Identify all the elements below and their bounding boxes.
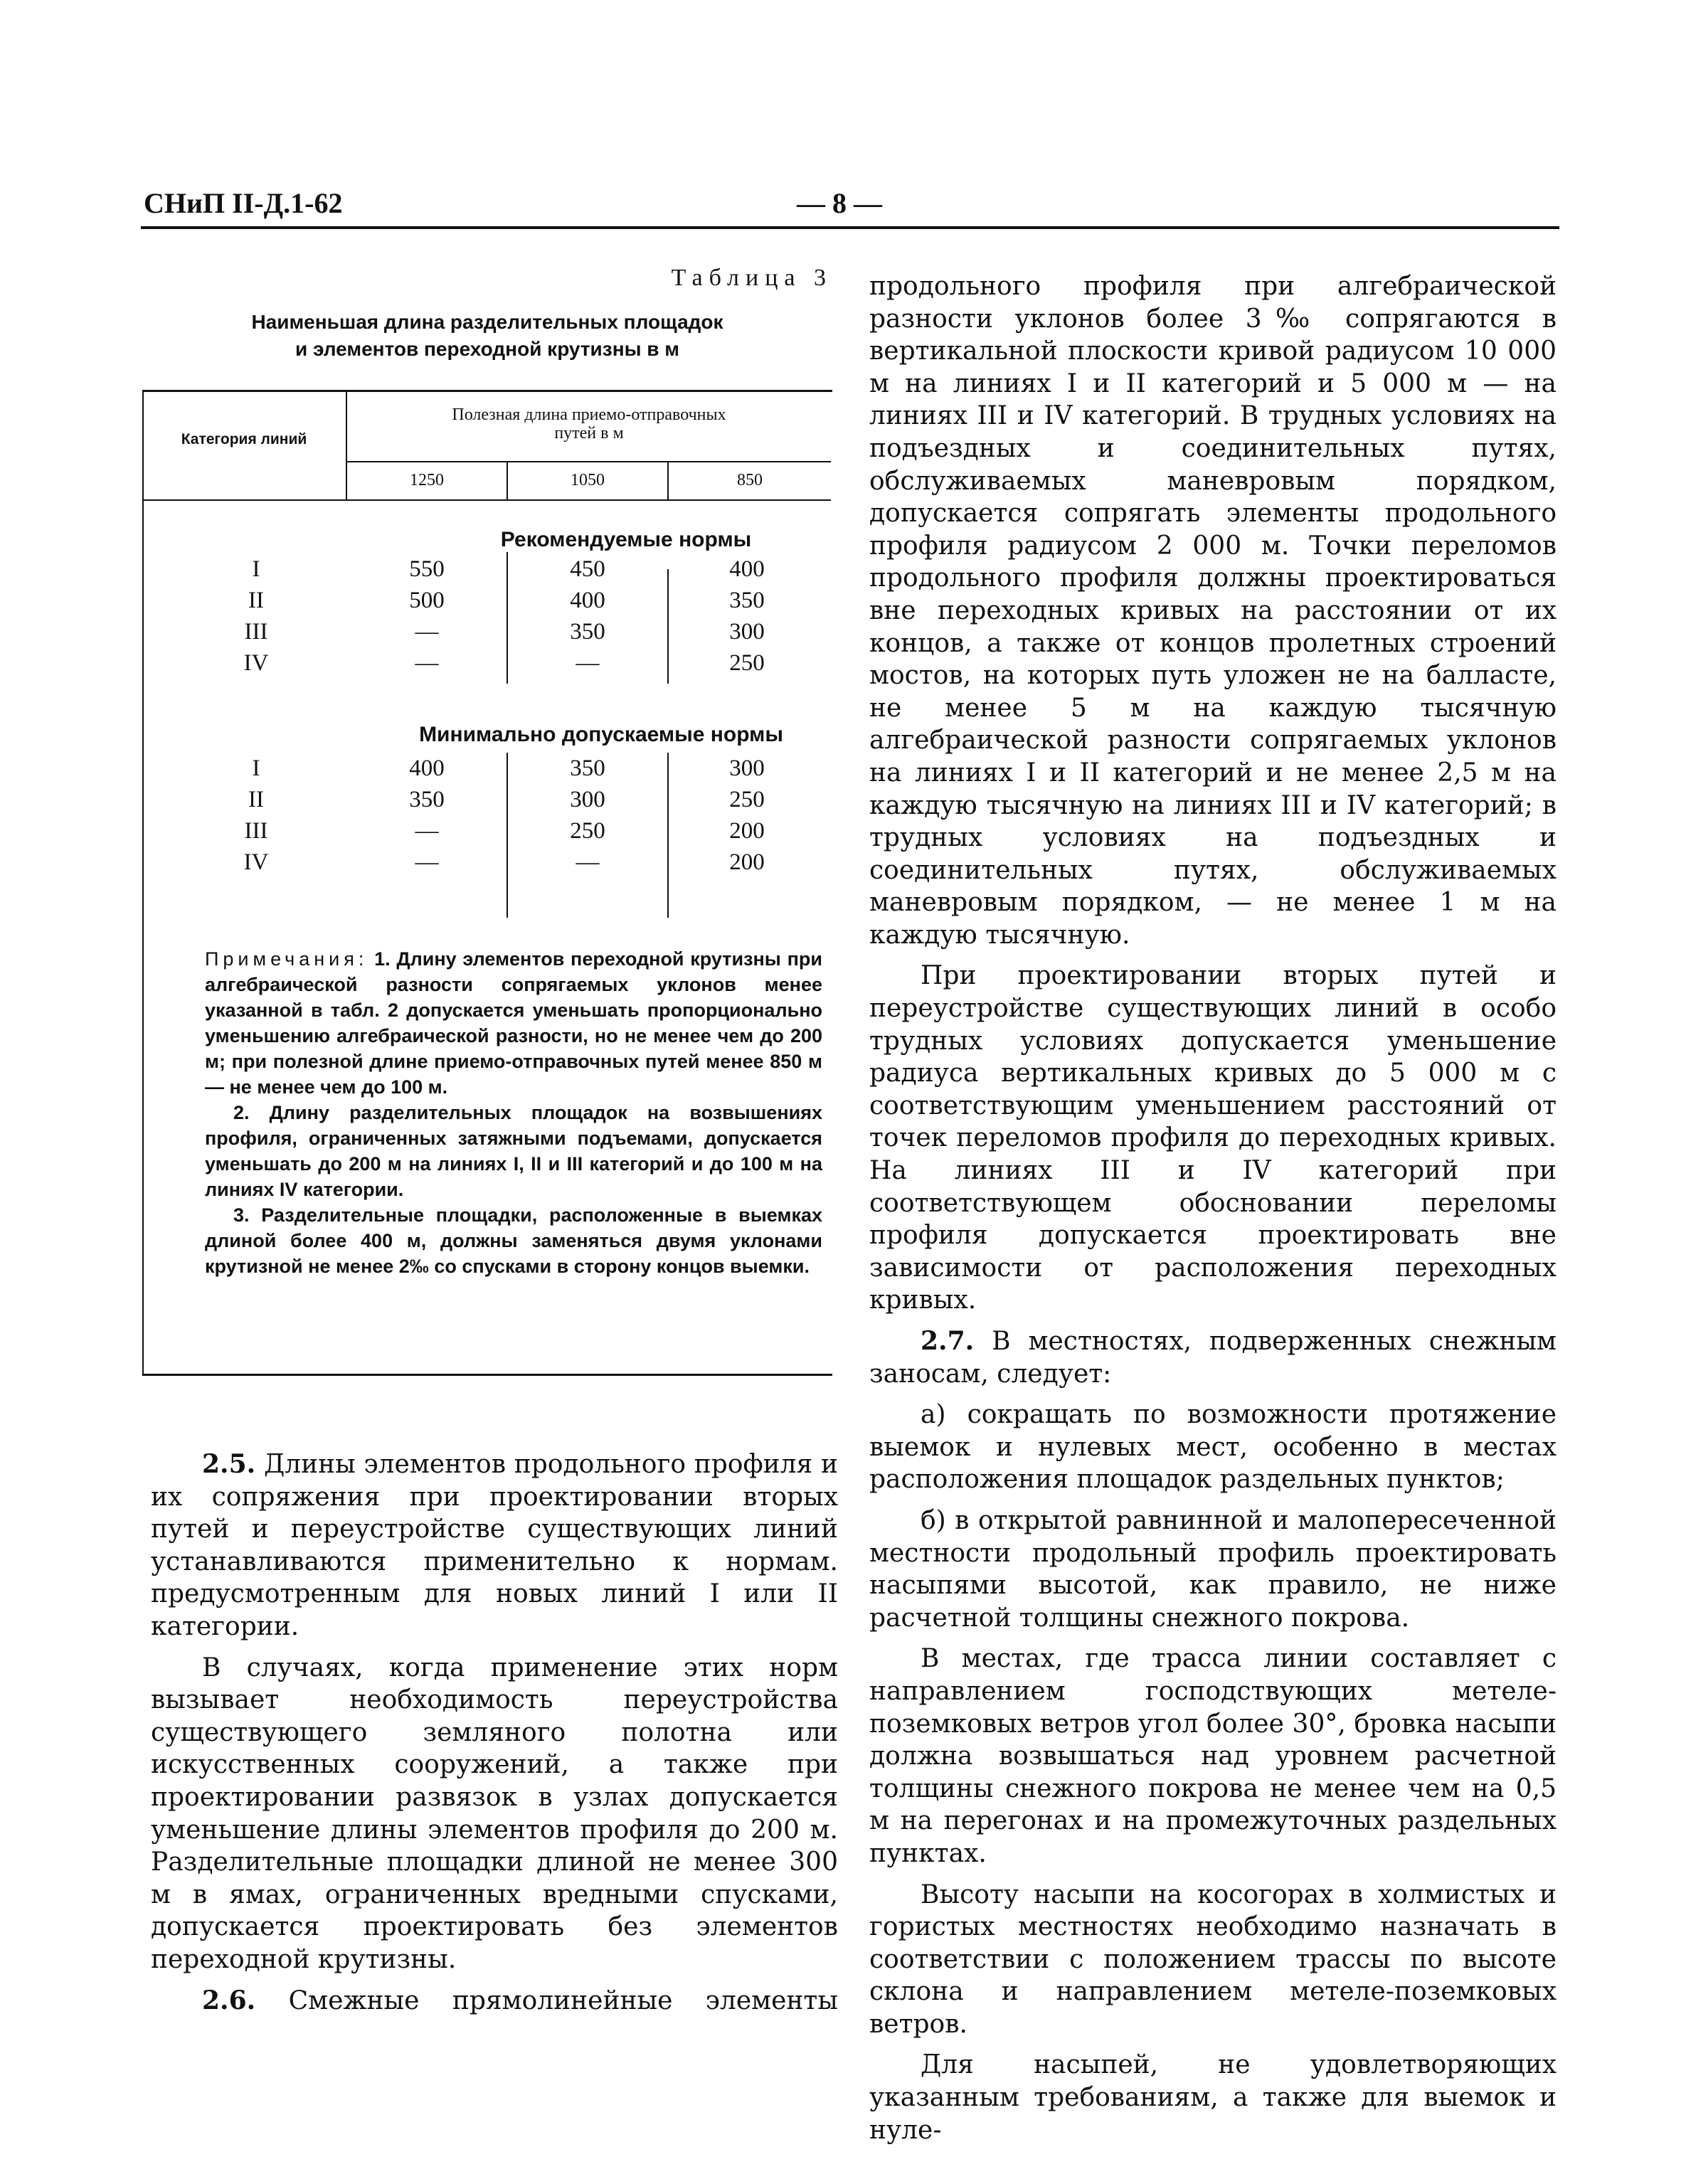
paragraph: Для насыпей, не удовлетворяющих указанным требованиям, а также для выемок и нуле- bbox=[869, 2050, 1557, 2145]
table-note-1 bbox=[205, 946, 822, 1100]
paragraph-text: Смежные прямолинейные элементы bbox=[288, 1986, 838, 2015]
table-title bbox=[142, 309, 832, 363]
paragraph: В местах, где трасса линии составляет с направлением господствующих метеле-поземковых ветров угол более 30°, бровка насыпи должна возвышаться над уровнем расчетной толщины снежного покрова не менее чем на 0,5 м на перегонах и на промежуточных раздельных пунктах. bbox=[869, 1644, 1557, 1868]
table-cell-value: — bbox=[576, 849, 600, 875]
clause-number: 2.5. bbox=[202, 1449, 256, 1479]
paragraph-2-6-continued: продольного профиля при алгебраической разности уклонов более 3‰ сопрягаются в вертикальной плоскости кривой радиусом 10 000 м на линиях I и II категорий и 5 000 м — на линиях III и IV категорий. В трудных условиях на подъездных и соединительных путях, обслуживаемых маневровым порядком, допускается сопрягать элементы продольного профиля радиусом 2 000 м. Точки переломов продольного профиля должны проектироваться вне переходных кривых на расстоянии от их концов, а также от концов пролетных строений мостов, на которых путь уложен не на балласте, не менее 5 м на каждую тысячную алгебраической разности сопрягаемых уклонов на линиях I и II категорий и не менее 2,5 м на каждую тысячную на линиях III и IV категорий; в трудных условиях на подъездных и соединительных путях, обслуживаемых маневровым порядком, — не менее 1 м на каждую тысячную. bbox=[869, 272, 1557, 950]
table-title-line1: Наименьшая длина разделительных площадок bbox=[251, 311, 723, 333]
left-text-column bbox=[151, 1448, 838, 2025]
table-cell-category: IV bbox=[243, 849, 269, 875]
table-cell-value: — bbox=[415, 650, 439, 676]
table-cell-value: 400 bbox=[570, 588, 605, 613]
table-cell-value: — bbox=[415, 849, 439, 875]
document-code: СНиП II-Д.1-62 bbox=[144, 187, 343, 219]
paragraph-2-5 bbox=[151, 1448, 838, 1643]
table-header-group-line1: Полезная длина приемо-отправочных bbox=[452, 405, 726, 424]
table-section-title: Минимально допускаемые нормы bbox=[419, 723, 783, 746]
table-cell-value: — bbox=[415, 818, 439, 844]
table-cell-category: III bbox=[244, 818, 268, 844]
clause-number: 2.7. bbox=[921, 1326, 975, 1356]
clause-number: 2.6. bbox=[202, 1985, 256, 2015]
table-vline-body1a bbox=[507, 552, 508, 684]
table-cell-value: 550 bbox=[409, 556, 445, 582]
table-cell-value: 300 bbox=[729, 756, 765, 781]
table-cell-value: 300 bbox=[729, 619, 765, 645]
table-cell-value: 400 bbox=[729, 556, 765, 582]
table-cell-category: II bbox=[248, 787, 264, 812]
table-cell-category: II bbox=[248, 588, 264, 613]
table-notes bbox=[205, 946, 822, 1279]
page-number: — 8 — bbox=[797, 187, 882, 219]
table-cell-category: IV bbox=[243, 650, 269, 676]
table-cell-value: 250 bbox=[729, 650, 765, 676]
table-header-group-line2: путей в м bbox=[554, 424, 624, 442]
table-cell-value: 350 bbox=[570, 619, 605, 645]
table-cell-value: 300 bbox=[570, 787, 605, 812]
paragraph-text: В местностях, подверженных снежным заносам, следует: bbox=[869, 1327, 1557, 1389]
table-vline-body2b bbox=[667, 753, 669, 918]
paragraph: Высоту насыпи на косогорах в холмистых и гористых местностях необходимо назначать в соответствии с положением трассы по высоте склона и направлением метеле-поземковых ветров. bbox=[869, 1880, 1557, 2039]
table-cell-value: — bbox=[415, 619, 439, 645]
table-cell-value: 200 bbox=[729, 849, 765, 875]
table-note-2: 2. Длину разделительных площадок на возвышениях профиля, ограниченных затяжными подъемами, допускается уменьшать до 200 м на линиях I, II и III категорий и до 100 м на линиях IV категории. bbox=[205, 1102, 822, 1200]
table-subheader-1250: 1250 bbox=[410, 471, 444, 489]
table-section-title: Рекомендуемые нормы bbox=[500, 528, 752, 551]
table-header-category: Категория линий bbox=[181, 431, 307, 447]
table-note-3: 3. Разделительные площадки, расположенные в выемках длиной более 400 м, должны заменяться двумя уклонами крутизной не менее 2‰ со спусками в сторону концов выемки. bbox=[205, 1204, 822, 1277]
table-title-line2: и элементов переходной крутизны в м bbox=[295, 338, 679, 360]
header-rule bbox=[141, 226, 1559, 229]
notes-label: Примечания: bbox=[205, 948, 368, 970]
paragraph-2-6 bbox=[151, 1985, 838, 2018]
table-cell-value: 350 bbox=[729, 588, 765, 613]
paragraph: В случаях, когда применение этих норм вызывает необходимость переустройства существующего земляного полотна или искусственных сооружений, а также при проектировании развязок в узлах допускается уменьшение длины элементов профиля до 200 м. Разделительные площадки длиной не менее 300 м в ямах, ограниченных вредными спусками, допускается проектировать без элементов переходной крутизны. bbox=[151, 1653, 838, 1974]
paragraph-text: Длины элементов продольного профиля и их сопряжения при проектировании вторых путей и переустройстве существующих линий устанавливаются применительно к нормам. предусмотренным для новых линий I или II категории. bbox=[151, 1450, 838, 1641]
table-cell-value: 450 bbox=[570, 556, 605, 582]
table-subheader-850: 850 bbox=[737, 471, 763, 489]
list-item: б) в открытой равнинной и малопересеченной местности продольный профиль проектировать насыпями высотой, как правило, не ниже расчетной толщины снежного покрова. bbox=[869, 1505, 1557, 1633]
table-header-group bbox=[347, 405, 831, 442]
table-caption: Таблица 3 bbox=[671, 265, 832, 291]
list-item: а) сокращать по возможности протяжение выемок и нулевых мест, особенно в местах расположения площадок раздельных пунктов; bbox=[869, 1400, 1557, 1495]
table-cell-value: — bbox=[576, 650, 600, 676]
table-cell-value: 200 bbox=[729, 818, 765, 844]
paragraph: При проектировании вторых путей и переустройстве существующих линий в особо трудных условиях допускается уменьшение радиуса вертикальных кривых до 5 000 м с соответствующим уменьшением расстояний от точек переломов профиля до переходных кривых. На линиях III и IV категорий при соответствующем обосновании переломы профиля допускается проектировать вне зависимости от расположения переходных кривых. bbox=[869, 961, 1557, 1315]
table-cell-value: 500 bbox=[409, 588, 445, 613]
table-cell-value: 400 bbox=[409, 756, 445, 781]
table-note-1-text: 1. Длину элементов переходной крутизны при алгебраической разности сопрягаемых уклонов менее указанной в табл. 2 допускается уменьшать пропорционально уменьшению алгебраической разности, но не менее чем до 200 м; при полезной длине приемо-отправочных путей менее 850 м — не менее чем до 100 м. bbox=[205, 948, 822, 1098]
table-cell-value: 250 bbox=[729, 787, 765, 812]
table-cell-value: 350 bbox=[570, 756, 605, 781]
table-cell-category: I bbox=[252, 556, 260, 582]
table-subheader-1050: 1050 bbox=[571, 471, 605, 489]
paragraph-2-7 bbox=[869, 1325, 1557, 1390]
table-vline-body1b bbox=[507, 753, 508, 918]
table-vline-body2a bbox=[667, 569, 669, 684]
right-text-column bbox=[869, 270, 1557, 2155]
table-cell-category: III bbox=[244, 619, 268, 645]
table-hline-group bbox=[347, 461, 831, 462]
table-cell-value: 250 bbox=[570, 818, 605, 844]
table-cell-value: 350 bbox=[409, 787, 445, 812]
table-hline-header bbox=[142, 499, 831, 501]
table-cell-category: I bbox=[252, 756, 260, 781]
